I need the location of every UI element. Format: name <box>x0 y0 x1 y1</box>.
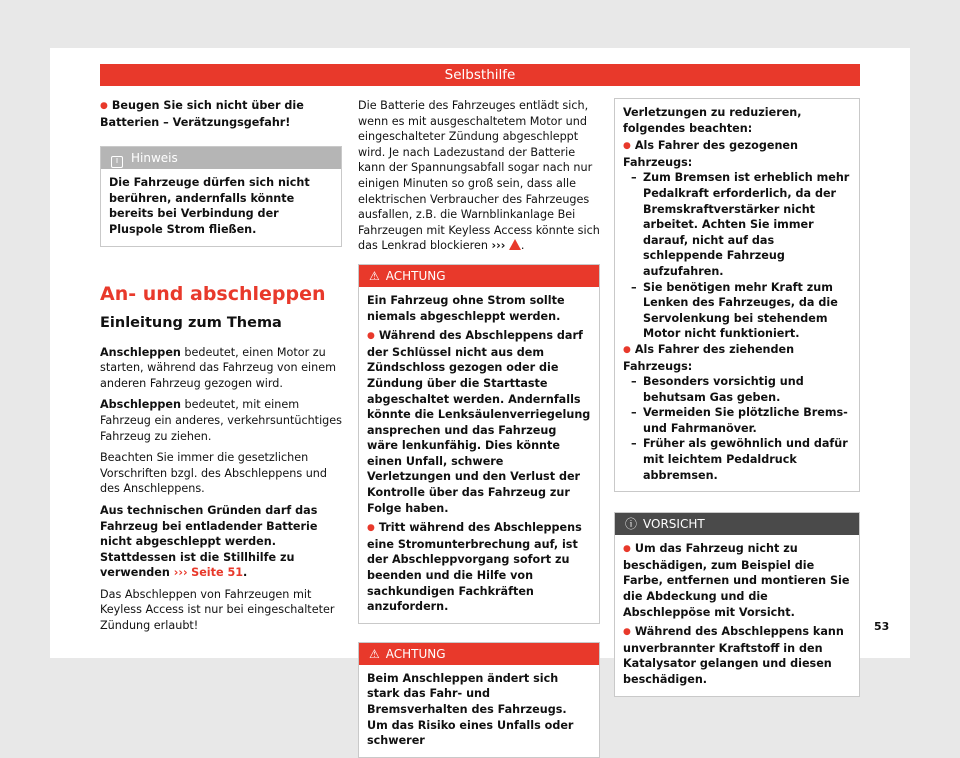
hinweis-box <box>100 146 342 246</box>
paragraph-technical <box>100 503 342 581</box>
achtung-continuation-body <box>615 99 859 491</box>
achtung-continuation-box <box>614 98 860 492</box>
battery-end: . <box>520 239 525 253</box>
continuation-intro: Verletzungen zu reduzieren, folgendes beachten: <box>623 106 802 135</box>
achtung-box-1 <box>358 264 600 624</box>
achtung-header-2 <box>359 643 599 665</box>
warning-triangle-icon <box>509 239 521 250</box>
paragraph-vorschriften: Beachten Sie immer die gesetzlichen Vorschriften bzgl. des Abschleppens und des Anschleppens. <box>100 451 327 496</box>
warning-arrow: ››› <box>491 239 506 253</box>
column-3 <box>614 98 860 697</box>
column-1 <box>100 98 342 640</box>
text-anschleppen: bedeutet, einen Motor zu starten, während das Fahrzeug von einem anderen Fahrzeug gezogen wird. <box>100 345 336 390</box>
towed-item: – Zum Bremsen ist erheblich mehr Pedalkraft erforderlich, da der Bremskraftverstärker nicht arbeitet. Achten Sie immer darauf, nicht auf das schleppende Fahrzeug aufzufahren. <box>623 170 851 279</box>
paragraph-keyless: Das Abschleppen von Fahrzeugen mit Keyless Access ist nur bei eingeschalteter Zündung erlaubt! <box>100 587 335 633</box>
text-abschleppen: bedeutet, mit einem Fahrzeug ein anderes, verkehrsuntüchtiges Fahrzeug zu ziehen. <box>100 398 342 443</box>
towed-item: – Sie benötigen mehr Kraft zum Lenken des Fahrzeuges, da die Servolenkung bei stehendem Motor nicht funktioniert. <box>623 280 851 342</box>
hinweis-title: Hinweis <box>131 151 178 166</box>
achtung-title-1: ACHTUNG <box>385 268 446 283</box>
info-icon: i <box>111 156 123 168</box>
achtung-body-1 <box>359 287 599 623</box>
warning-icon: ⚠ <box>369 268 380 283</box>
achtung-item: ● Tritt während des Abschleppens eine Stromunterbrechung auf, ist der Abschleppvorgang sofort zu beenden und die Hilfe von sachkundigen Fachkräften anzufordern. <box>367 520 591 615</box>
achtung-body-2: Beim Anschleppen ändert sich stark das Fahr- und Bremsverhalten des Fahrzeugs. Um das Risiko eines Unfalls oder schwerer <box>367 671 574 748</box>
term-anschleppen: Anschleppen <box>100 345 181 359</box>
group-title-towing: ● Als Fahrer des ziehenden Fahrzeugs: <box>623 342 851 374</box>
technical-end: . <box>243 566 248 580</box>
page-link[interactable]: Seite 51 <box>191 566 244 580</box>
caution-icon: ⓘ <box>625 517 638 532</box>
term-abschleppen: Abschleppen <box>100 398 181 412</box>
page-number: 53 <box>874 620 890 633</box>
hinweis-text: Die Fahrzeuge dürfen sich nicht berühren, andernfalls könnte bereits bei Verbindung der Pluspole Strom fließen. <box>109 176 310 236</box>
achtung-header-1 <box>359 265 599 287</box>
subsection-title: Einleitung zum Thema <box>100 314 282 331</box>
column-2 <box>358 98 600 758</box>
section-title: An- und abschleppen <box>100 282 326 305</box>
page-header: Selbsthilfe <box>100 64 860 86</box>
paragraph-abschleppen <box>100 397 342 444</box>
hinweis-header <box>101 147 341 169</box>
vorsicht-body <box>615 535 859 695</box>
towing-item: – Vermeiden Sie plötzliche Brems- und Fahrmanöver. <box>623 405 851 436</box>
achtung-box-2 <box>358 642 600 758</box>
battery-warning-bullet: ● Beugen Sie sich nicht über die Batterien – Verätzungsgefahr! <box>100 98 342 130</box>
battery-text: Die Batterie des Fahrzeuges entlädt sich, wenn es mit ausgeschaltetem Motor und eingeschalteter Zündung abgeschleppt wird. Je nach Ladezustand der Batterie kann der Spannungsabfall sogar nach nur einigen Minuten so groß sein, dass alle elektrischen Verbraucher des Fahrzeuges ausfallen, z.B. die Warnblinkanlage Bei Fahrzeugen mit Keyless Access könnte sich das Lenkrad blockieren <box>358 99 600 253</box>
vorsicht-title: VORSICHT <box>643 517 705 532</box>
vorsicht-item: ● Während des Abschleppens kann unverbrannter Kraftstoff in den Katalysator gelangen und diesen beschädigen. <box>623 624 851 687</box>
vorsicht-box <box>614 512 860 696</box>
vorsicht-item: ● Um das Fahrzeug nicht zu beschädigen, zum Beispiel die Farbe, entfernen und montieren Sie die Abdeckung und die Abschleppöse mit Vorsicht. <box>623 541 851 620</box>
achtung-title-2: ACHTUNG <box>385 646 446 661</box>
warning-icon: ⚠ <box>369 646 380 661</box>
technical-text: Aus technischen Gründen darf das Fahrzeug bei entladender Batterie nicht abgeschleppt werden. Stattdessen ist die Stillhilfe zu verwenden <box>100 503 318 580</box>
achtung-item: ● Während des Abschleppens darf der Schlüssel nicht aus dem Zündschloss gezogen oder die Zündung über die Starttaste abgeschaltet werden. Andernfalls könnte die Lenksäulenverriegelung ansprechen und das Fahrzeug wäre lenkunfähig. Dies könnte einen Unfall, schwere Verletzungen und den Verlust der Kontrolle über das Fahrzeug zur Folge haben. <box>367 328 591 516</box>
achtung-intro: Ein Fahrzeug ohne Strom sollte niemals abgeschleppt werden. <box>367 293 565 323</box>
towing-item: – Früher als gewöhnlich und dafür mit leichtem Pedaldruck abbremsen. <box>623 436 851 483</box>
reference-arrow: ››› <box>173 566 188 580</box>
vorsicht-header <box>615 513 859 535</box>
paragraph-battery <box>358 98 600 254</box>
group-title-towed: ● Als Fahrer des gezogenen Fahrzeugs: <box>623 138 851 170</box>
paragraph-anschleppen <box>100 345 342 392</box>
towing-item: – Besonders vorsichtig und behutsam Gas geben. <box>623 374 851 405</box>
